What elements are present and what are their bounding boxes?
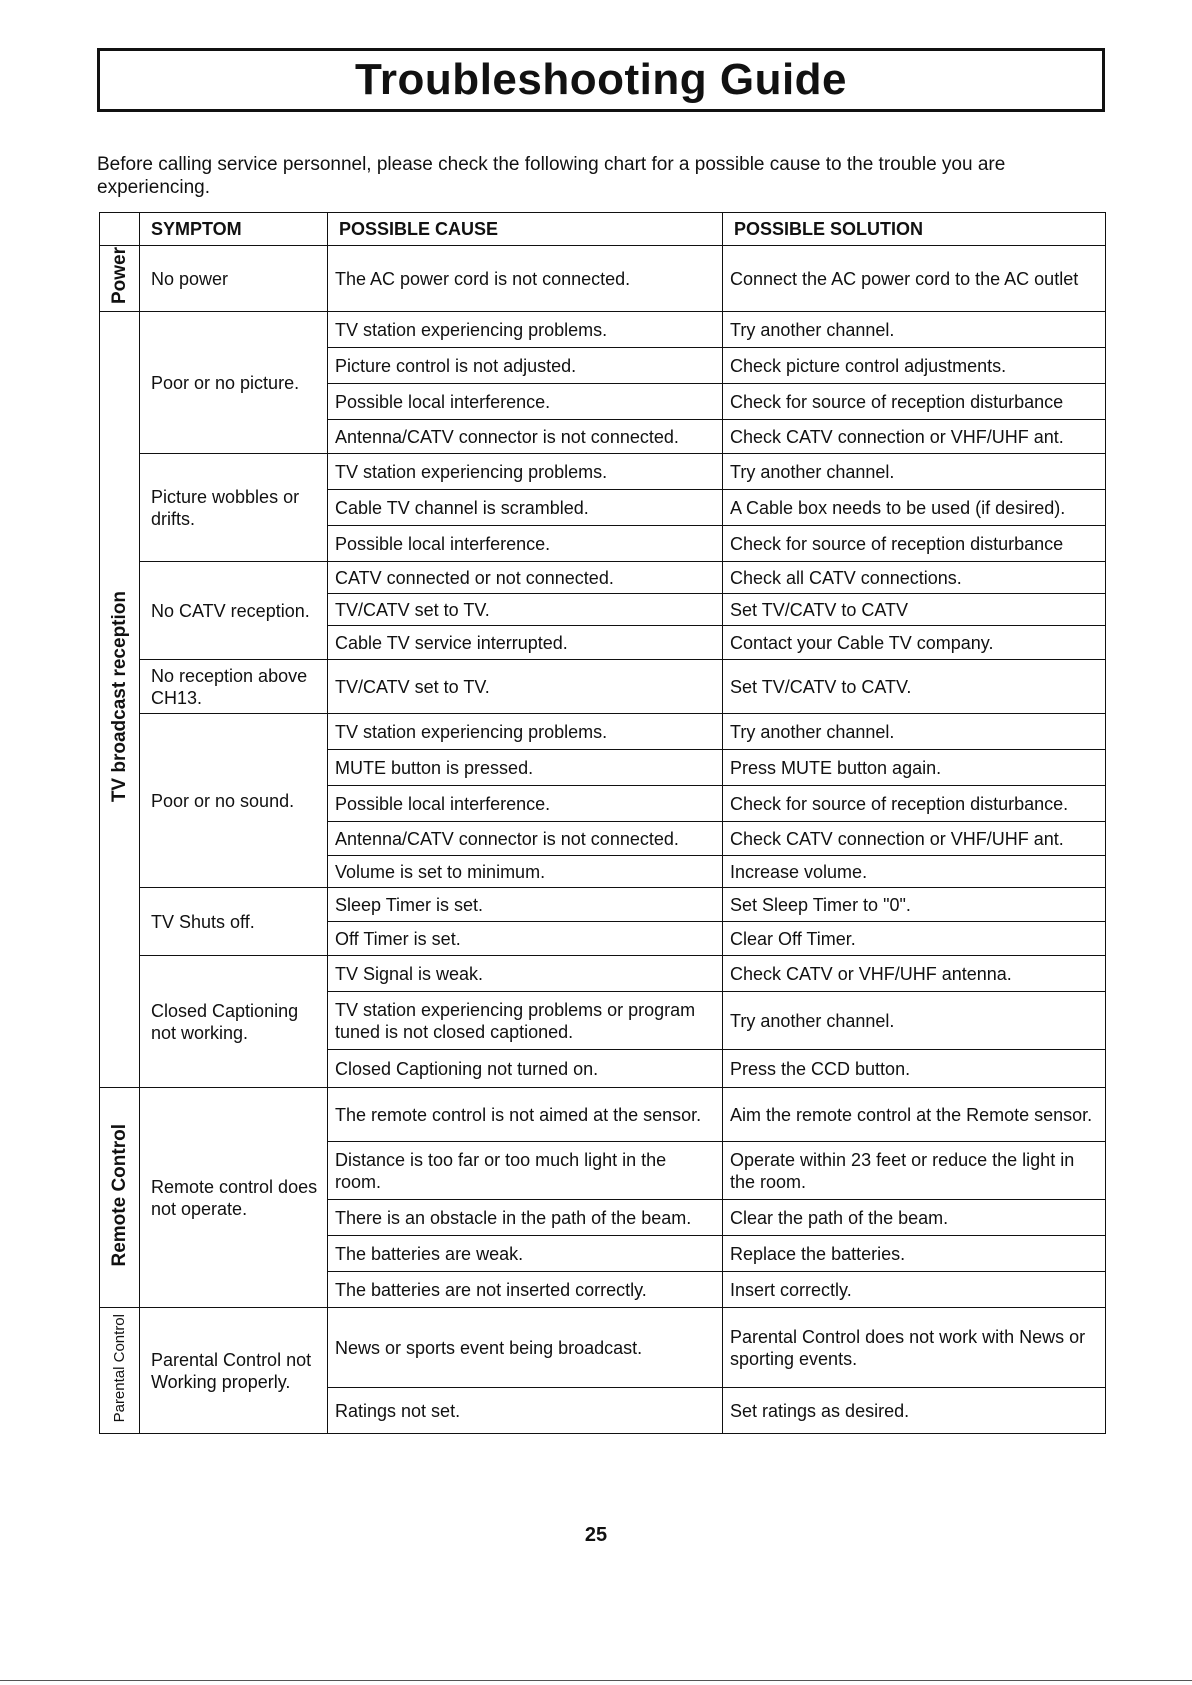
cause-cell: TV station experiencing problems. xyxy=(328,312,723,348)
symptom-cell: TV Shuts off. xyxy=(140,888,328,956)
cause-cell: Cable TV channel is scrambled. xyxy=(328,490,723,526)
table-row xyxy=(100,956,1106,992)
cause-cell: Antenna/CATV connector is not connected. xyxy=(328,420,723,454)
table-row xyxy=(100,312,1106,348)
cause-cell: The batteries are weak. xyxy=(328,1236,723,1272)
cause-cell: Possible local interference. xyxy=(328,786,723,822)
header-cause: POSSIBLE CAUSE xyxy=(328,213,723,246)
solution-cell: Press the CCD button. xyxy=(723,1050,1106,1088)
table-row xyxy=(100,714,1106,750)
cause-cell: Antenna/CATV connector is not connected. xyxy=(328,822,723,856)
cause-cell: Off Timer is set. xyxy=(328,922,723,956)
solution-cell: Contact your Cable TV company. xyxy=(723,626,1106,660)
cause-cell: The AC power cord is not connected. xyxy=(328,246,723,312)
header-row xyxy=(100,213,1106,246)
table-row xyxy=(100,1088,1106,1142)
troubleshooting-table xyxy=(99,212,1106,1434)
category-power xyxy=(100,246,140,312)
table-row xyxy=(100,1308,1106,1388)
cause-cell: Possible local interference. xyxy=(328,384,723,420)
symptom-cell: No reception above CH13. xyxy=(140,660,328,714)
category-label: TV broadcast reception xyxy=(108,591,130,803)
cause-cell: The remote control is not aimed at the sensor. xyxy=(328,1088,723,1142)
cause-cell: Ratings not set. xyxy=(328,1388,723,1434)
bottom-rule xyxy=(0,1680,1192,1681)
solution-cell: Replace the batteries. xyxy=(723,1236,1106,1272)
solution-cell: Check CATV connection or VHF/UHF ant. xyxy=(723,822,1106,856)
cause-cell: Picture control is not adjusted. xyxy=(328,348,723,384)
header-solution: POSSIBLE SOLUTION xyxy=(723,213,1106,246)
cause-cell: Closed Captioning not turned on. xyxy=(328,1050,723,1088)
solution-cell: Aim the remote control at the Remote sensor. xyxy=(723,1088,1106,1142)
cause-cell: TV station experiencing problems. xyxy=(328,714,723,750)
solution-cell: Check all CATV connections. xyxy=(723,562,1106,594)
symptom-cell: Parental Control not Working properly. xyxy=(140,1308,328,1434)
cause-cell: Cable TV service interrupted. xyxy=(328,626,723,660)
symptom-cell: No power xyxy=(140,246,328,312)
header-symptom: SYMPTOM xyxy=(140,213,328,246)
title-box xyxy=(97,48,1105,112)
solution-cell: Check for source of reception disturbance. xyxy=(723,786,1106,822)
cause-cell: MUTE button is pressed. xyxy=(328,750,723,786)
category-label: Power xyxy=(108,247,130,305)
solution-cell: Check CATV connection or VHF/UHF ant. xyxy=(723,420,1106,454)
symptom-cell: Remote control does not operate. xyxy=(140,1088,328,1308)
solution-cell: Operate within 23 feet or reduce the light in the room. xyxy=(723,1142,1106,1200)
symptom-cell: Poor or no picture. xyxy=(140,312,328,454)
solution-cell: Check CATV or VHF/UHF antenna. xyxy=(723,956,1106,992)
solution-cell: Clear Off Timer. xyxy=(723,922,1106,956)
cause-cell: TV/CATV set to TV. xyxy=(328,660,723,714)
solution-cell: Set ratings as desired. xyxy=(723,1388,1106,1434)
symptom-cell: Picture wobbles or drifts. xyxy=(140,454,328,562)
solution-cell: Try another channel. xyxy=(723,454,1106,490)
solution-cell: Check picture control adjustments. xyxy=(723,348,1106,384)
solution-cell: Clear the path of the beam. xyxy=(723,1200,1106,1236)
solution-cell: Check for source of reception disturbance xyxy=(723,526,1106,562)
table-row xyxy=(100,562,1106,594)
header-blank xyxy=(100,213,140,246)
solution-cell: Set TV/CATV to CATV. xyxy=(723,660,1106,714)
cause-cell: TV Signal is weak. xyxy=(328,956,723,992)
category-parental xyxy=(100,1308,140,1434)
solution-cell: A Cable box needs to be used (if desired). xyxy=(723,490,1106,526)
cause-cell: Possible local interference. xyxy=(328,526,723,562)
solution-cell: Check for source of reception disturbance xyxy=(723,384,1106,420)
page-number: 25 xyxy=(584,1524,608,1546)
solution-cell: Set TV/CATV to CATV xyxy=(723,594,1106,626)
solution-cell: Connect the AC power cord to the AC outlet xyxy=(723,246,1106,312)
cause-cell: TV station experiencing problems. xyxy=(328,454,723,490)
table-row xyxy=(100,246,1106,312)
table-row xyxy=(100,888,1106,922)
solution-cell: Parental Control does not work with News or sporting events. xyxy=(723,1308,1106,1388)
solution-cell: Try another channel. xyxy=(723,312,1106,348)
solution-cell: Increase volume. xyxy=(723,856,1106,888)
cause-cell: News or sports event being broadcast. xyxy=(328,1308,723,1388)
symptom-cell: Closed Captioning not working. xyxy=(140,956,328,1088)
solution-cell: Try another channel. xyxy=(723,992,1106,1050)
category-remote xyxy=(100,1088,140,1308)
table-row xyxy=(100,454,1106,490)
category-tv xyxy=(100,312,140,1088)
solution-cell: Try another channel. xyxy=(723,714,1106,750)
solution-cell: Set Sleep Timer to "0". xyxy=(723,888,1106,922)
cause-cell: CATV connected or not connected. xyxy=(328,562,723,594)
cause-cell: Sleep Timer is set. xyxy=(328,888,723,922)
page-title: Troubleshooting Guide xyxy=(354,55,848,104)
solution-cell: Insert correctly. xyxy=(723,1272,1106,1308)
cause-cell: TV/CATV set to TV. xyxy=(328,594,723,626)
symptom-cell: Poor or no sound. xyxy=(140,714,328,888)
cause-cell: Volume is set to minimum. xyxy=(328,856,723,888)
table-row xyxy=(100,660,1106,714)
cause-cell: There is an obstacle in the path of the beam. xyxy=(328,1200,723,1236)
cause-cell: TV station experiencing problems or program tuned is not closed captioned. xyxy=(328,992,723,1050)
cause-cell: The batteries are not inserted correctly. xyxy=(328,1272,723,1308)
category-label: Parental Control xyxy=(110,1313,128,1423)
cause-cell: Distance is too far or too much light in the room. xyxy=(328,1142,723,1200)
intro-text: Before calling service personnel, please check the following chart for a possible cause to the trouble you are experiencing. xyxy=(97,154,1006,198)
category-label: Remote Control xyxy=(108,1123,130,1267)
solution-cell: Press MUTE button again. xyxy=(723,750,1106,786)
symptom-cell: No CATV reception. xyxy=(140,562,328,660)
